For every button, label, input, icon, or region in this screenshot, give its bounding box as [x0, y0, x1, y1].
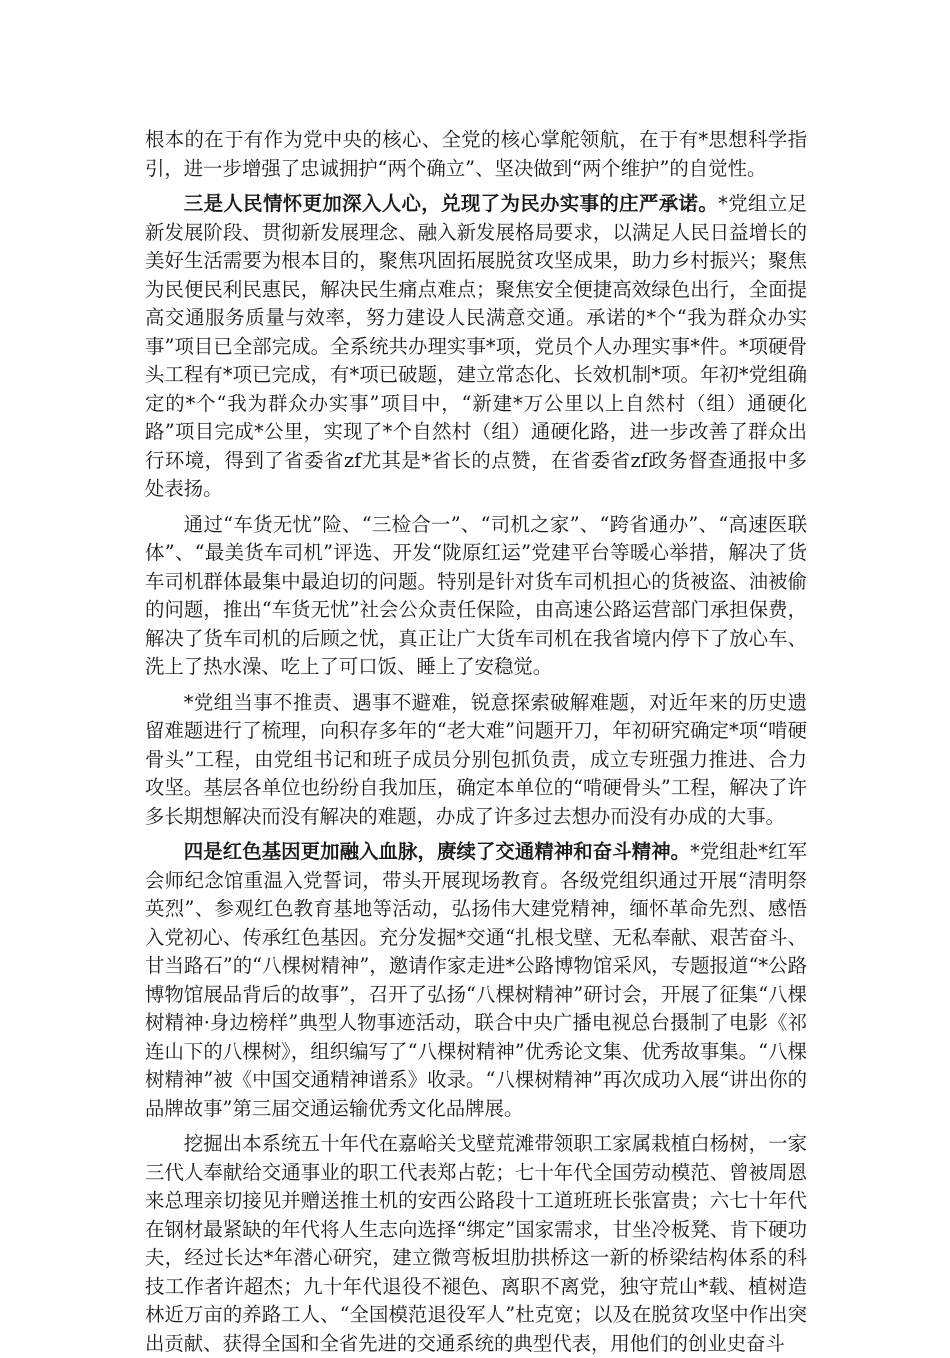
- paragraph-text: 通过“车货无忧”险、“三检合一”、“司机之家”、“跨省通办”、“高速医联体”、“最美货车司机”评选、开发“陇原红运”党建平台等暖心举措，解决了货车司机群体最集中最迫切的问题。特别是针对货车司机担心的货被盗、油被偷的问题，推出“车货无忧”社会公众责任保险，由高速公路运营部门承担保费，解决了货车司机的后顾之忧，真正让广大货车司机在我省境内停下了放心车、洗上了热水澡、吃上了可口饭、睡上了安稳觉。: [145, 512, 807, 678]
- paragraph-hard-problems: [145, 689, 807, 832]
- paragraph-truck-drivers: [145, 511, 807, 682]
- paragraph-heading: 四是红色基因更加融入血脉，赓续了交通精神和奋斗精神。: [183, 840, 691, 863]
- paragraph-text: *党组当事不推责、遇事不避难，锐意探索破解难题，对近年来的历史遗留难题进行了梳理，向积存多年的“老大难”问题开刀，年初研究确定*项“啃硬骨头”工程，由党组书记和班子成员分别包抓负责，成立专班强力推进、合力攻坚。基层各单位也纷纷自我加压，确定本单位的“啃硬骨头”工程，解决了许多长期想解决而没有解决的难题，办成了许多过去想办而没有办成的大事。: [145, 690, 807, 828]
- paragraph-role-models: [145, 1130, 807, 1358]
- paragraph-text: *党组赴*红军会师纪念馆重温入党誓词，带头开展现场教育。各级党组织通过开展“清明祭英烈”、参观红色教育基地等活动，弘扬伟大建党精神，缅怀革命先烈、感悟入党初心、传承红色基因。充分发掘*交通“扎根戈壁、无私奉献、艰苦奋斗、甘当路石”的“八棵树精神”，邀请作家走进*公路博物馆采风，专题报道“*公路博物馆展品背后的故事”，召开了弘扬“八棵树精神”研讨会，开展了征集“八棵树精神·身边榜样”典型人物事迹活动，联合中央广播电视总台摄制了电影《祁连山下的八棵树》，组织编写了“八棵树精神”优秀论文集、优秀故事集。“八棵树精神”被《中国交通精神谱系》收录。“八棵树精神”再次成功入展“讲出你的品牌故事”第三届交通运输优秀文化品牌展。: [145, 840, 808, 1120]
- paragraph-text: 根本的在于有作为党中央的核心、全党的核心掌舵领航，在于有*思想科学指引，进一步增强了忠诚拥护“两个确立”、坚决做到“两个维护”的自觉性。: [145, 128, 807, 180]
- paragraph-heading: 三是人民情怀更加深入人心，兑现了为民办实事的庄严承诺。: [183, 192, 719, 215]
- paragraph-continuation: [145, 126, 807, 183]
- document-page: [145, 126, 807, 1358]
- paragraph-red-gene: [145, 838, 807, 1123]
- paragraph-text: 挖掘出本系统五十年代在嘉峪关戈壁荒滩带领职工家属栽植白杨树，一家三代人奉献给交通事业的职工代表郑占乾；七十年代全国劳动模范、曾被周恩来总理亲切接见并赠送推土机的安西公路段十工道班班长张富贵；六七十年代在钢材最紧缺的年代将人生志向选择“绑定”国家需求，甘坐冷板凳、肯下硬功夫，经过长达*年潜心研究，建立微弯板坦肋拱桥这一新的桥梁结构体系的科技工作者许超杰；九十年代退役不褪色、离职不离党，独守荒山*载、植树造林近万亩的养路工人、“全国模范退役军人”杜克宽；以及在脱贫攻坚中作出突出贡献、获得全国和全省先进的交通系统的典型代表，用他们的创业史奋斗: [145, 1132, 807, 1355]
- paragraph-text: *党组立足新发展阶段、贯彻新发展理念、融入新发展格局要求，以满足人民日益增长的美好生活需要为根本目的，聚焦巩固拓展脱贫攻坚成果，助力乡村振兴；聚焦为民便民利民惠民，解决民生痛点难点；聚焦安全便捷高效绿色出行，全面提高交通服务质量与效率，努力建设人民满意交通。承诺的*个“我为群众办实事”项目已全部完成。全系统共办理实事*项，党员个人办理实事*件。*项硬骨头工程有*项已完成，有*项已破题，建立常态化、长效机制*项。年初*党组确定的*个“我为群众办实事”项目中，“新建*万公里以上自然村（组）通硬化路”项目完成*公里，实现了*个自然村（组）通硬化路，进一步改善了群众出行环境，得到了省委省zf尤其是*省长的点赞，在省委省zf政务督查通报中多处表扬。: [145, 192, 807, 500]
- paragraph-people-sentiment: [145, 190, 807, 504]
